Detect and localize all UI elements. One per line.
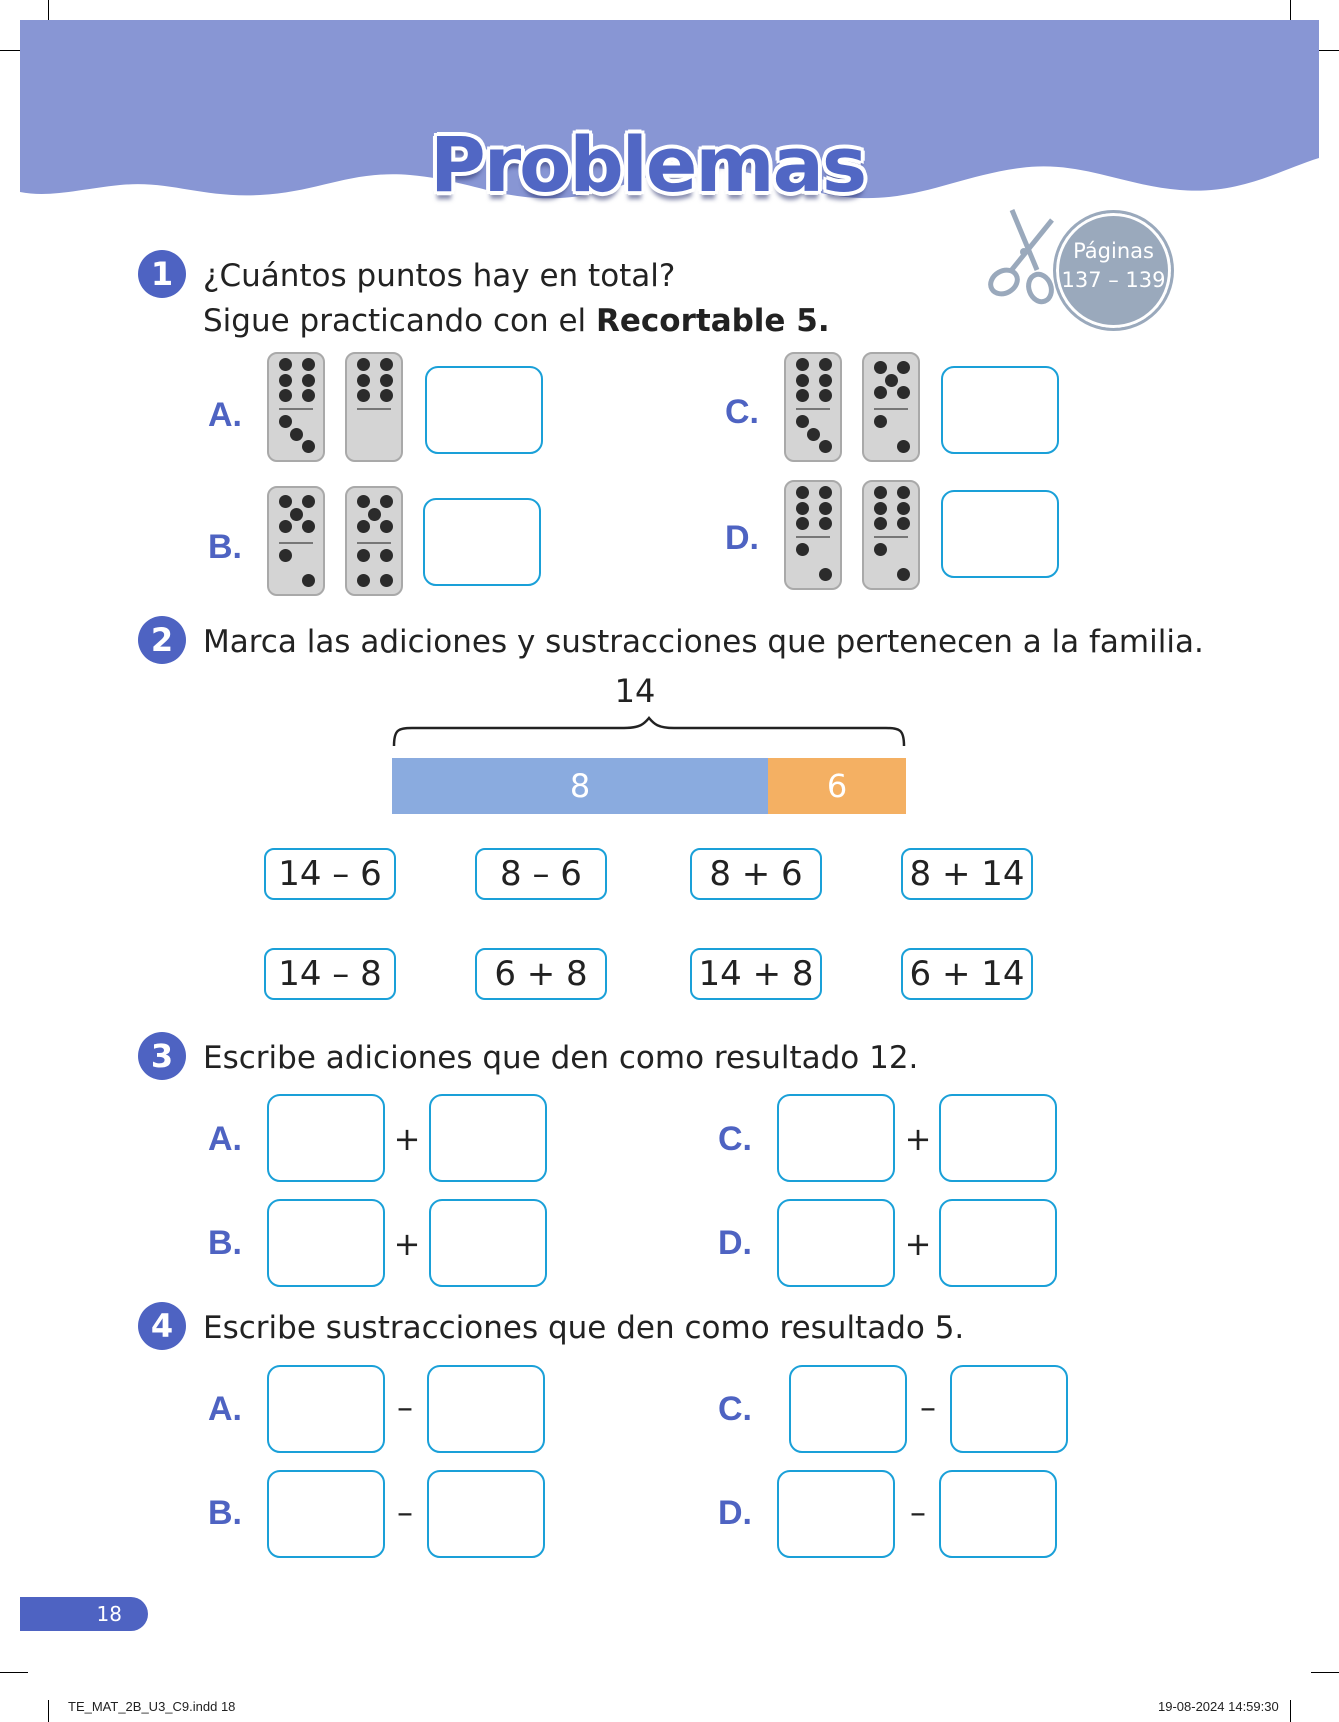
domino-pip: [279, 495, 292, 508]
answer-box[interactable]: [777, 1094, 895, 1182]
answer-box[interactable]: [941, 366, 1059, 454]
item-letter: B.: [208, 1224, 242, 1262]
item-letter: C.: [718, 1120, 752, 1158]
question-text: Marca las adiciones y sustracciones que pertenecen a la familia.: [203, 624, 1204, 660]
item-letter: C.: [725, 393, 759, 431]
item-letter: D.: [725, 519, 759, 557]
domino-pip: [279, 520, 292, 533]
domino-pip: [874, 486, 887, 499]
domino-pip: [897, 486, 910, 499]
domino-pip: [302, 520, 315, 533]
domino-pip: [279, 415, 292, 428]
domino-pip: [819, 486, 832, 499]
plus-operator: +: [393, 1225, 421, 1263]
expression-option[interactable]: 8 + 6: [690, 848, 822, 900]
recortable-ref: Recortable 5.: [596, 303, 830, 339]
domino-pip: [302, 374, 315, 387]
answer-box[interactable]: [941, 490, 1059, 578]
domino: [267, 352, 325, 462]
domino-pip: [357, 520, 370, 533]
domino-pip: [357, 574, 370, 587]
domino-pip: [380, 389, 393, 402]
domino-pip: [357, 389, 370, 402]
domino-pip: [819, 440, 832, 453]
domino: [784, 352, 842, 462]
answer-box[interactable]: [939, 1470, 1057, 1558]
domino-pip: [279, 389, 292, 402]
domino-pip: [819, 389, 832, 402]
question-text-secondary: Sigue practicando con el Recortable 5.: [203, 303, 830, 339]
domino-pip: [380, 358, 393, 371]
answer-box[interactable]: [425, 366, 543, 454]
answer-box[interactable]: [427, 1365, 545, 1453]
domino-pip: [819, 374, 832, 387]
crop-mark: [1290, 0, 1291, 20]
expression-option[interactable]: 14 – 8: [264, 948, 396, 1000]
answer-box[interactable]: [267, 1365, 385, 1453]
domino: [345, 352, 403, 462]
expression-option[interactable]: 6 + 8: [475, 948, 607, 1000]
question-text: Escribe sustracciones que den como resultado 5.: [203, 1310, 965, 1346]
domino-pip: [290, 508, 303, 521]
answer-box[interactable]: [423, 498, 541, 586]
domino-pip: [796, 517, 809, 530]
crop-mark: [48, 1700, 49, 1722]
question-number: 2: [138, 616, 186, 664]
answer-box[interactable]: [429, 1199, 547, 1287]
question-number: 4: [138, 1302, 186, 1350]
domino-pip: [796, 502, 809, 515]
answer-box[interactable]: [267, 1199, 385, 1287]
domino-pip: [874, 543, 887, 556]
item-letter: C.: [718, 1390, 752, 1428]
minus-operator: –: [397, 1388, 413, 1426]
question-number: 1: [138, 250, 186, 298]
answer-box[interactable]: [427, 1470, 545, 1558]
badge-label: Páginas: [1073, 239, 1154, 263]
domino-pip: [796, 374, 809, 387]
answer-box[interactable]: [789, 1365, 907, 1453]
item-letter: B.: [208, 1494, 242, 1532]
domino-pip: [819, 568, 832, 581]
answer-box[interactable]: [950, 1365, 1068, 1453]
item-letter: A.: [208, 1120, 242, 1158]
domino-pip: [357, 549, 370, 562]
item-letter: B.: [208, 528, 242, 566]
answer-box[interactable]: [267, 1094, 385, 1182]
domino-pip: [302, 495, 315, 508]
plus-operator: +: [393, 1120, 421, 1158]
domino-pip: [357, 358, 370, 371]
domino-pip: [302, 574, 315, 587]
domino-pip: [380, 549, 393, 562]
domino-pip: [897, 386, 910, 399]
page-number: 18: [20, 1597, 148, 1631]
domino-pip: [357, 495, 370, 508]
crop-mark: [1290, 1700, 1291, 1722]
domino: [267, 486, 325, 596]
domino-pip: [874, 415, 887, 428]
answer-box[interactable]: [267, 1470, 385, 1558]
domino: [862, 352, 920, 462]
domino-pip: [897, 361, 910, 374]
domino-pip: [279, 374, 292, 387]
crop-mark: [1311, 1672, 1339, 1673]
domino-pip: [380, 520, 393, 533]
domino-pip: [357, 374, 370, 387]
domino-pip: [380, 574, 393, 587]
domino-pip: [796, 486, 809, 499]
question-number: 3: [138, 1032, 186, 1080]
expression-option[interactable]: 8 – 6: [475, 848, 607, 900]
plus-operator: +: [904, 1120, 932, 1158]
domino-pip: [796, 543, 809, 556]
domino-pip: [796, 389, 809, 402]
domino-pip: [897, 568, 910, 581]
item-letter: D.: [718, 1224, 752, 1262]
domino-pip: [874, 361, 887, 374]
domino-pip: [796, 415, 809, 428]
domino-pip: [874, 517, 887, 530]
domino-pip: [796, 358, 809, 371]
item-letter: D.: [718, 1494, 752, 1532]
minus-operator: –: [397, 1493, 413, 1531]
expression-option[interactable]: 14 – 6: [264, 848, 396, 900]
domino: [862, 480, 920, 590]
bar-segment-part1: 8: [392, 758, 768, 814]
domino: [784, 480, 842, 590]
domino-pip: [302, 440, 315, 453]
domino-pip: [380, 374, 393, 387]
domino-pip: [874, 502, 887, 515]
domino-pip: [380, 495, 393, 508]
domino-pip: [819, 502, 832, 515]
domino-pip: [290, 428, 303, 441]
domino-pip: [897, 502, 910, 515]
domino-pip: [302, 389, 315, 402]
domino-pip: [819, 517, 832, 530]
pages-badge: [1053, 210, 1174, 331]
badge-range: 137 – 139: [1061, 268, 1166, 292]
page-title: Problemas: [430, 120, 866, 209]
domino-pip: [279, 549, 292, 562]
crop-mark: [0, 1672, 28, 1673]
minus-operator: –: [910, 1493, 926, 1531]
item-letter: A.: [208, 1390, 242, 1428]
domino-pip: [368, 508, 381, 521]
minus-operator: –: [920, 1388, 936, 1426]
domino-pip: [279, 358, 292, 371]
domino-pip: [885, 374, 898, 387]
domino-pip: [874, 386, 887, 399]
item-letter: A.: [208, 396, 242, 434]
family-total: 14: [614, 672, 656, 710]
plus-operator: +: [904, 1225, 932, 1263]
domino-pip: [897, 517, 910, 530]
file-name: TE_MAT_2B_U3_C9.indd 18: [68, 1699, 236, 1714]
domino-pip: [302, 358, 315, 371]
answer-box[interactable]: [939, 1094, 1057, 1182]
domino-pip: [819, 358, 832, 371]
question-text: Escribe adiciones que den como resultado 12.: [203, 1040, 919, 1076]
answer-box[interactable]: [777, 1470, 895, 1558]
answer-box[interactable]: [777, 1199, 895, 1287]
domino: [345, 486, 403, 596]
expression-option[interactable]: 6 + 14: [901, 948, 1033, 1000]
question-text: ¿Cuántos puntos hay en total?: [203, 258, 676, 294]
answer-box[interactable]: [429, 1094, 547, 1182]
domino-pip: [897, 440, 910, 453]
expression-option[interactable]: 14 + 8: [690, 948, 822, 1000]
domino-pip: [807, 428, 820, 441]
bar-segment-part2: 6: [768, 758, 906, 814]
answer-box[interactable]: [939, 1199, 1057, 1287]
expression-option[interactable]: 8 + 14: [901, 848, 1033, 900]
brace: [392, 716, 906, 750]
timestamp: 19-08-2024 14:59:30: [1158, 1699, 1279, 1714]
crop-mark: [48, 0, 49, 20]
